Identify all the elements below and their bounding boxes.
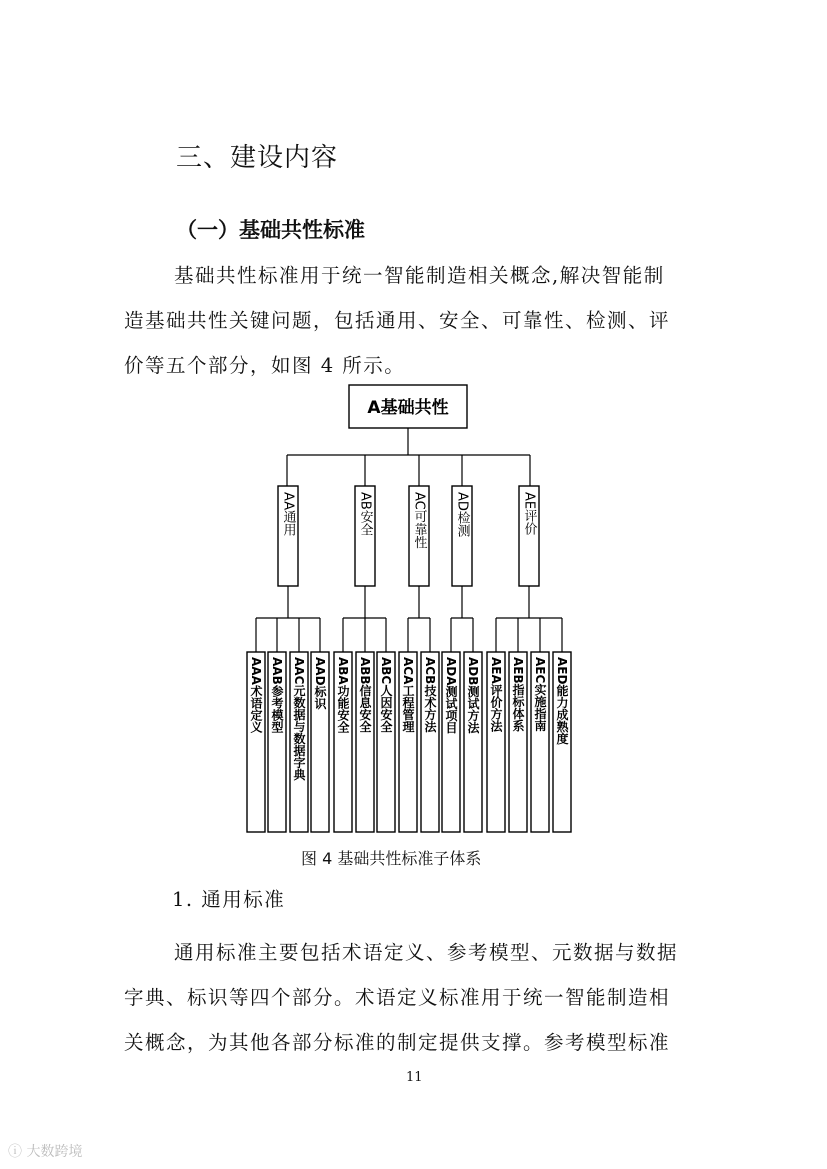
figure-caption: 图 4 基础共性标准子体系 bbox=[301, 849, 482, 868]
leaf-label: AAA术语定义 bbox=[249, 657, 263, 733]
paragraph-line: 基础共性标准用于统一智能制造相关概念,解决智能制 bbox=[174, 264, 665, 287]
subsection-title: （一）基础共性标准 bbox=[176, 218, 365, 242]
category-label-ae: AE评价 bbox=[521, 492, 537, 536]
category-label-ac: AC可靠性 bbox=[411, 492, 427, 549]
leaf-label: ABB信息安全 bbox=[358, 657, 372, 733]
leaf-nodes bbox=[247, 652, 571, 832]
paragraph-line: 通用标准主要包括术语定义、参考模型、元数据与数据 bbox=[174, 941, 679, 964]
ad-connectors bbox=[451, 586, 473, 652]
leaf-label: ADA测试项目 bbox=[444, 657, 458, 734]
ab-connectors bbox=[343, 586, 386, 652]
paragraph-line: 字典、标识等四个部分。术语定义标准用于统一智能制造相 bbox=[124, 986, 671, 1009]
category-nodes bbox=[278, 486, 539, 586]
subheading-general-standards: 1. 通用标准 bbox=[172, 888, 286, 911]
paragraph-line: 价等五个部分，如图 4 所示。 bbox=[124, 354, 406, 377]
leaf-label: AEC实施指南 bbox=[533, 657, 547, 732]
category-label-aa: AA通用 bbox=[280, 492, 296, 537]
watermark-logo-icon: ⓘ bbox=[8, 1144, 27, 1160]
leaf-label: AEA评价方法 bbox=[489, 657, 503, 732]
root-connectors bbox=[287, 428, 530, 486]
watermark bbox=[8, 1141, 82, 1161]
paragraph-line: 造基础共性关键问题，包括通用、安全、可靠性、检测、评 bbox=[124, 309, 671, 332]
leaf-label: AAD标识 bbox=[313, 657, 327, 710]
leaf-label: AAC元数据与数据字典 bbox=[292, 657, 306, 781]
leaf-label: ACA工程管理 bbox=[401, 657, 415, 733]
leaf-label: ABC人因安全 bbox=[379, 657, 393, 733]
paragraph-general-standards bbox=[124, 930, 724, 1065]
watermark-text: 大数跨境 bbox=[26, 1144, 83, 1160]
leaf-label: ACB技术方法 bbox=[423, 657, 437, 733]
leaf-label: AED能力成熟度 bbox=[555, 657, 569, 745]
aa-connectors bbox=[256, 586, 320, 652]
category-label-ad: AD检测 bbox=[454, 492, 470, 537]
category-label-ab: AB安全 bbox=[357, 492, 373, 536]
ac-connectors bbox=[408, 586, 430, 652]
paragraph-line: 关概念，为其他各部分标准的制定提供支撑。参考模型标准 bbox=[124, 1031, 671, 1054]
page-number: 11 bbox=[406, 1070, 423, 1085]
leaf-label: AEB指标体系 bbox=[511, 657, 525, 732]
ae-connectors bbox=[496, 586, 562, 652]
root-node-label: A基础共性 bbox=[367, 398, 449, 418]
leaf-label: ABA功能安全 bbox=[336, 657, 350, 733]
section-title: 三、建设内容 bbox=[176, 143, 339, 173]
leaf-label: AAB参考模型 bbox=[270, 657, 284, 733]
leaf-label: ADB测试方法 bbox=[466, 657, 480, 734]
